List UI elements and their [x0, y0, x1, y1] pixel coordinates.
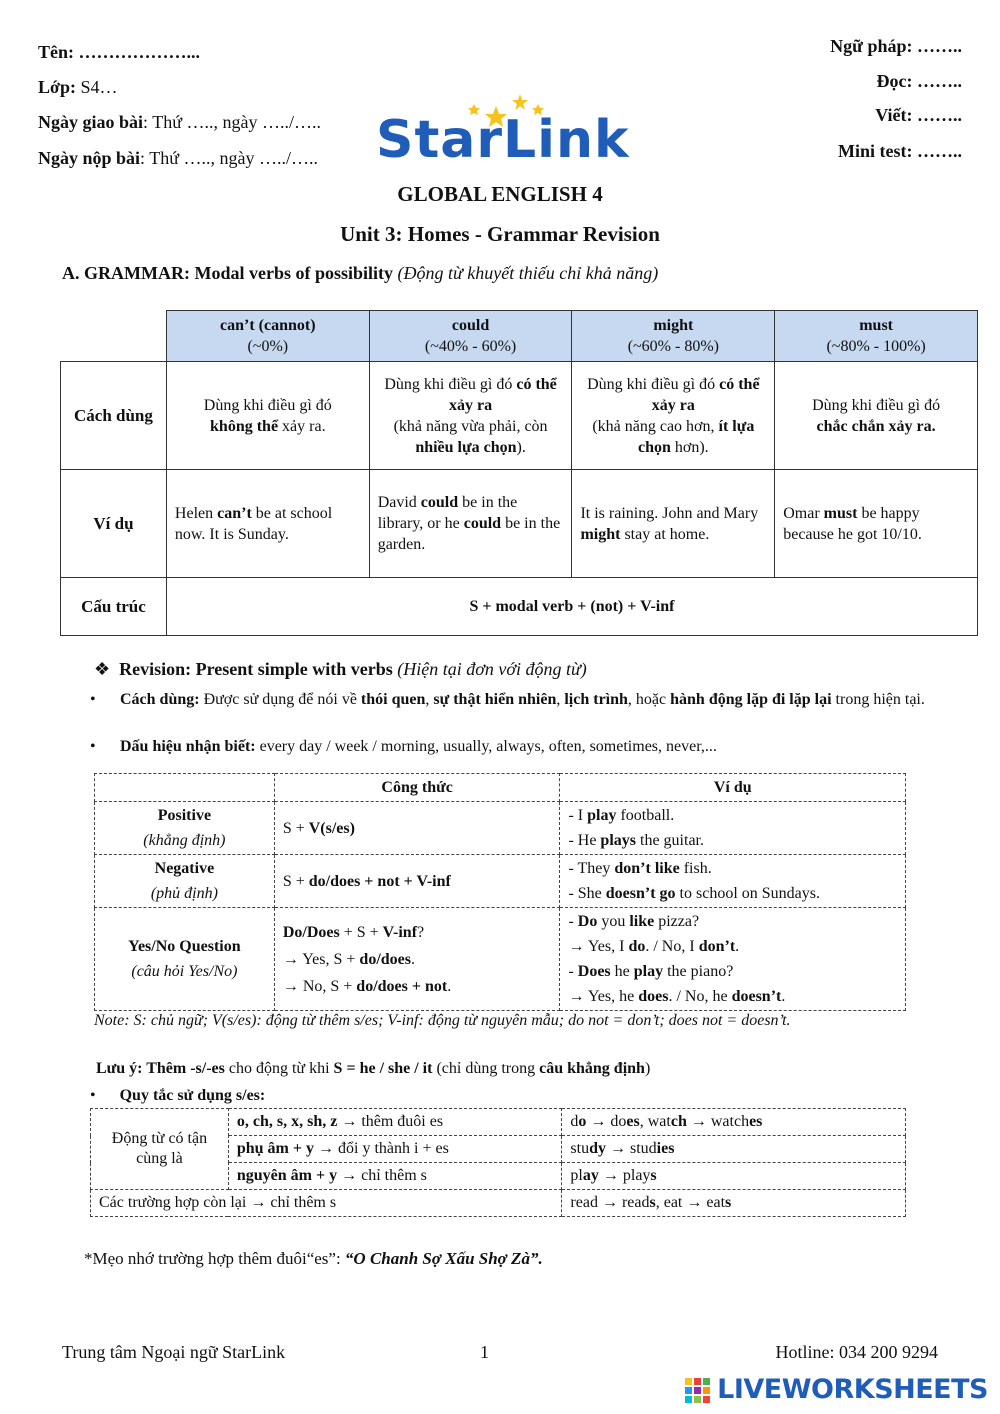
es-example-other: read → reads, eat → eats	[562, 1190, 906, 1217]
question-label: Yes/No Question (câu hỏi Yes/No)	[95, 908, 275, 1011]
header-could: could (~40% - 60%)	[369, 311, 572, 362]
diamond-bullet-icon: ❖	[94, 659, 111, 679]
es-example-3: play → plays	[562, 1163, 906, 1190]
negative-example: - They don’t like fish. - She doesn’t go to school on Sundays.	[560, 855, 906, 908]
usage-might: Dùng khi điều gì đó có thể xảy ra (khả năng cao hơn, ít lựa chọn hơn).	[572, 362, 775, 470]
positive-example: - I play football. - He plays the guitar.	[560, 802, 906, 855]
col-example: Ví dụ	[560, 774, 906, 802]
es-rule-other: Các trường hợp còn lại → chỉ thêm s	[91, 1190, 562, 1217]
footer-center-name: Trung tâm Ngoại ngữ StarLink	[62, 1342, 286, 1362]
score-grammar: Ngữ pháp: ……..	[830, 36, 962, 56]
example-must: Omar must be happy because he got 10/10.	[775, 470, 978, 578]
es-example-1: do → does, watch → watches	[562, 1109, 906, 1136]
submit-date: Ngày nộp bài: Thứ ….., ngày …../…..	[38, 148, 318, 168]
header-must: must (~80% - 100%)	[775, 311, 978, 362]
memory-tip: *Mẹo nhớ trường hợp thêm đuôi“es”: “O Chanh Sợ Xấu Shợ Zà”.	[84, 1249, 543, 1268]
student-name: Tên: ………………...	[38, 42, 200, 62]
question-example: - Do you like pizza? → Yes, I do. / No, I don’t. - Does he play the piano? → Yes, he does. / No, he doesn’t.	[560, 908, 906, 1011]
present-simple-note: Note: S: chủ ngữ; V(s/es): động từ thêm s/es; V-inf: động từ nguyên mẫu; do not = don’t; does not = doesn’t.	[94, 1012, 791, 1029]
score-writing: Viết: ……..	[875, 105, 962, 125]
present-simple-table	[94, 773, 906, 1011]
revision-heading: ❖ Revision: Present simple with verbs (Hiện tại đơn với động từ)	[94, 659, 587, 679]
es-rules-table	[90, 1108, 906, 1217]
assign-date: Ngày giao bài: Thứ ….., ngày …../…..	[38, 112, 321, 132]
watermark-text: LIVEWORKSHEETS	[717, 1374, 988, 1405]
page-number: 1	[480, 1342, 489, 1362]
revision-usage: • Cách dùng: Được sử dụng để nói về thói quen, sự thật hiển nhiên, lịch trình, hoặc hành động lặp đi lặp lại trong hiện tại.	[90, 688, 930, 712]
es-group-label: Động từ có tận cùng là	[91, 1109, 229, 1190]
bullet-icon: •	[90, 691, 96, 708]
es-example-2: study → studies	[562, 1136, 906, 1163]
section-a-heading: A. GRAMMAR: Modal verbs of possibility (Động từ khuyết thiếu chỉ khả năng)	[62, 263, 659, 283]
negative-label: Negative (phủ định)	[95, 855, 275, 908]
score-reading: Đọc: ……..	[876, 71, 962, 91]
footer-hotline: Hotline: 034 200 9294	[775, 1342, 938, 1362]
negative-formula: S + do/does + not + V-inf	[274, 855, 560, 908]
example-cant: Helen can’t be at school now. It is Sunday.	[166, 470, 369, 578]
usage-cant: Dùng khi điều gì đó không thể xảy ra.	[166, 362, 369, 470]
es-rule-title: • Quy tắc sử dụng s/es:	[90, 1087, 266, 1104]
modal-verbs-table	[60, 310, 978, 636]
col-formula: Công thức	[274, 774, 560, 802]
score-minitest: Mini test: ……..	[838, 141, 962, 161]
row-structure-label: Cấu trúc	[61, 578, 167, 636]
bullet-icon: •	[90, 738, 96, 755]
usage-must: Dùng khi điều gì đó chắc chắn xảy ra.	[775, 362, 978, 470]
example-might: It is raining. John and Mary might stay at home.	[572, 470, 775, 578]
revision-signals: • Dấu hiệu nhận biết: every day / week / morning, usually, always, often, sometimes, never,...	[90, 738, 717, 755]
starlink-logo	[376, 92, 630, 172]
es-note: Lưu ý: Thêm -s/-es cho động từ khi S = he / she / it (chỉ dùng trong câu khẳng định)	[96, 1060, 651, 1077]
page-subtitle: Unit 3: Homes - Grammar Revision	[340, 222, 660, 246]
student-class: Lớp: S4…	[38, 77, 118, 97]
es-rule-3: nguyên âm + y → chỉ thêm s	[228, 1163, 562, 1190]
usage-could: Dùng khi điều gì đó có thể xảy ra (khả năng vừa phải, còn nhiều lựa chọn).	[369, 362, 572, 470]
page-title: GLOBAL ENGLISH 4	[397, 182, 603, 206]
row-example-label: Ví dụ	[61, 470, 167, 578]
es-rule-1: o, ch, s, x, sh, z → thêm đuôi es	[228, 1109, 562, 1136]
positive-label: Positive (khẳng định)	[95, 802, 275, 855]
logo-text: StarLink	[376, 110, 630, 170]
liveworksheets-watermark	[717, 1374, 988, 1406]
question-formula: Do/Does + S + V-inf? → Yes, S + do/does. → No, S + do/does + not.	[274, 908, 560, 1011]
positive-formula: S + V(s/es)	[274, 802, 560, 855]
structure-formula: S + modal verb + (not) + V-inf	[166, 578, 977, 636]
liveworksheets-logo-icon	[685, 1378, 711, 1404]
bullet-icon: •	[90, 1087, 96, 1104]
row-usage-label: Cách dùng	[61, 362, 167, 470]
example-could: David could be in the library, or he could be in the garden.	[369, 470, 572, 578]
es-rule-2: phụ âm + y → đổi y thành i + es	[228, 1136, 562, 1163]
header-might: might (~60% - 80%)	[572, 311, 775, 362]
header-cant: can’t (cannot) (~0%)	[166, 311, 369, 362]
